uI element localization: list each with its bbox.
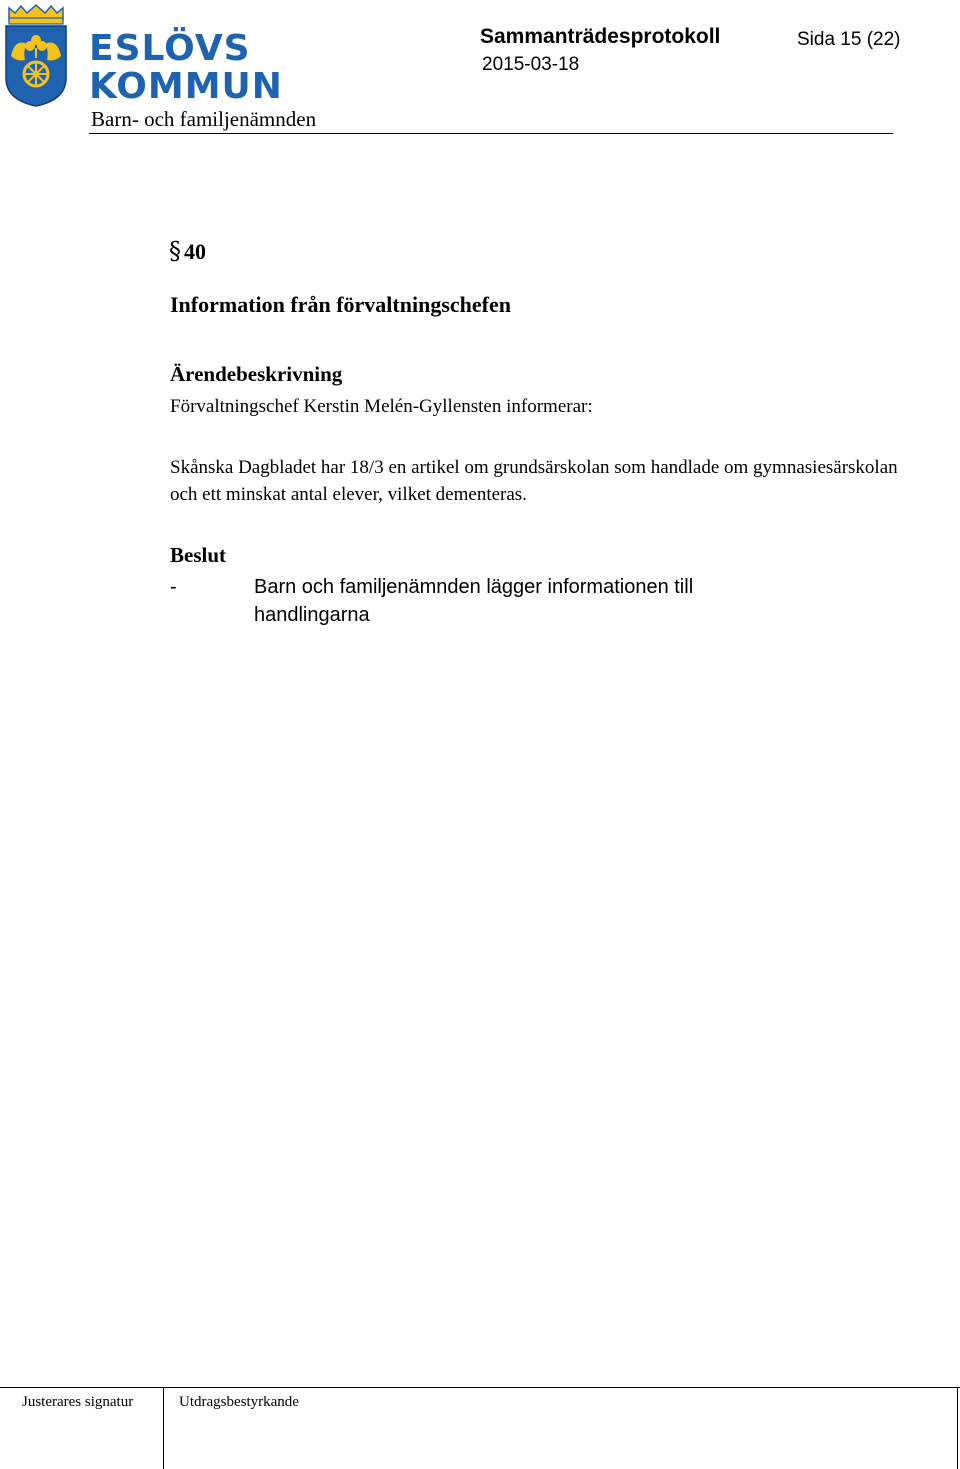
wordmark-line-1: ESLÖVS (89, 28, 251, 69)
paragraph-symbol: § (169, 237, 181, 265)
page-number: Sida 15 (22) (797, 29, 901, 50)
footer-top-border (0, 1387, 960, 1388)
document-date: 2015-03-18 (482, 54, 580, 75)
committee-name: Barn- och familjenämnden (91, 107, 317, 131)
signature-footer (0, 1387, 960, 1469)
decision-heading: Beslut (170, 543, 227, 567)
decision-text: Barn och familjenämnden lägger informationen till handlingarna (254, 576, 694, 626)
description-heading: Ärendebeskrivning (170, 362, 343, 386)
wordmark-line-2: KOMMUN (89, 66, 283, 107)
excerpt-certification-label: Utdragsbestyrkande (179, 1394, 299, 1410)
signature-label: Justerares signatur (22, 1394, 134, 1410)
footer-column-divider (163, 1387, 164, 1469)
section-title: Information från förvaltningschefen (170, 292, 511, 317)
municipal-coat-of-arms-icon (3, 4, 69, 108)
document-title: Sammanträdesprotokoll (480, 25, 721, 48)
description-intro: Förvaltningschef Kerstin Melén-Gyllensten informerar: (170, 396, 593, 417)
section-number (169, 238, 206, 265)
header-divider (89, 133, 893, 134)
footer-right-border (957, 1387, 958, 1469)
decision-bullet: - (170, 576, 177, 598)
municipality-wordmark (89, 30, 283, 106)
section-number-value: 40 (184, 239, 206, 264)
description-body: Skånska Dagbladet har 18/3 en artikel om grundsärskolan som handlade om gymnasiesärskolan och ett minskat antal elever, vilket dementeras. (170, 457, 898, 505)
